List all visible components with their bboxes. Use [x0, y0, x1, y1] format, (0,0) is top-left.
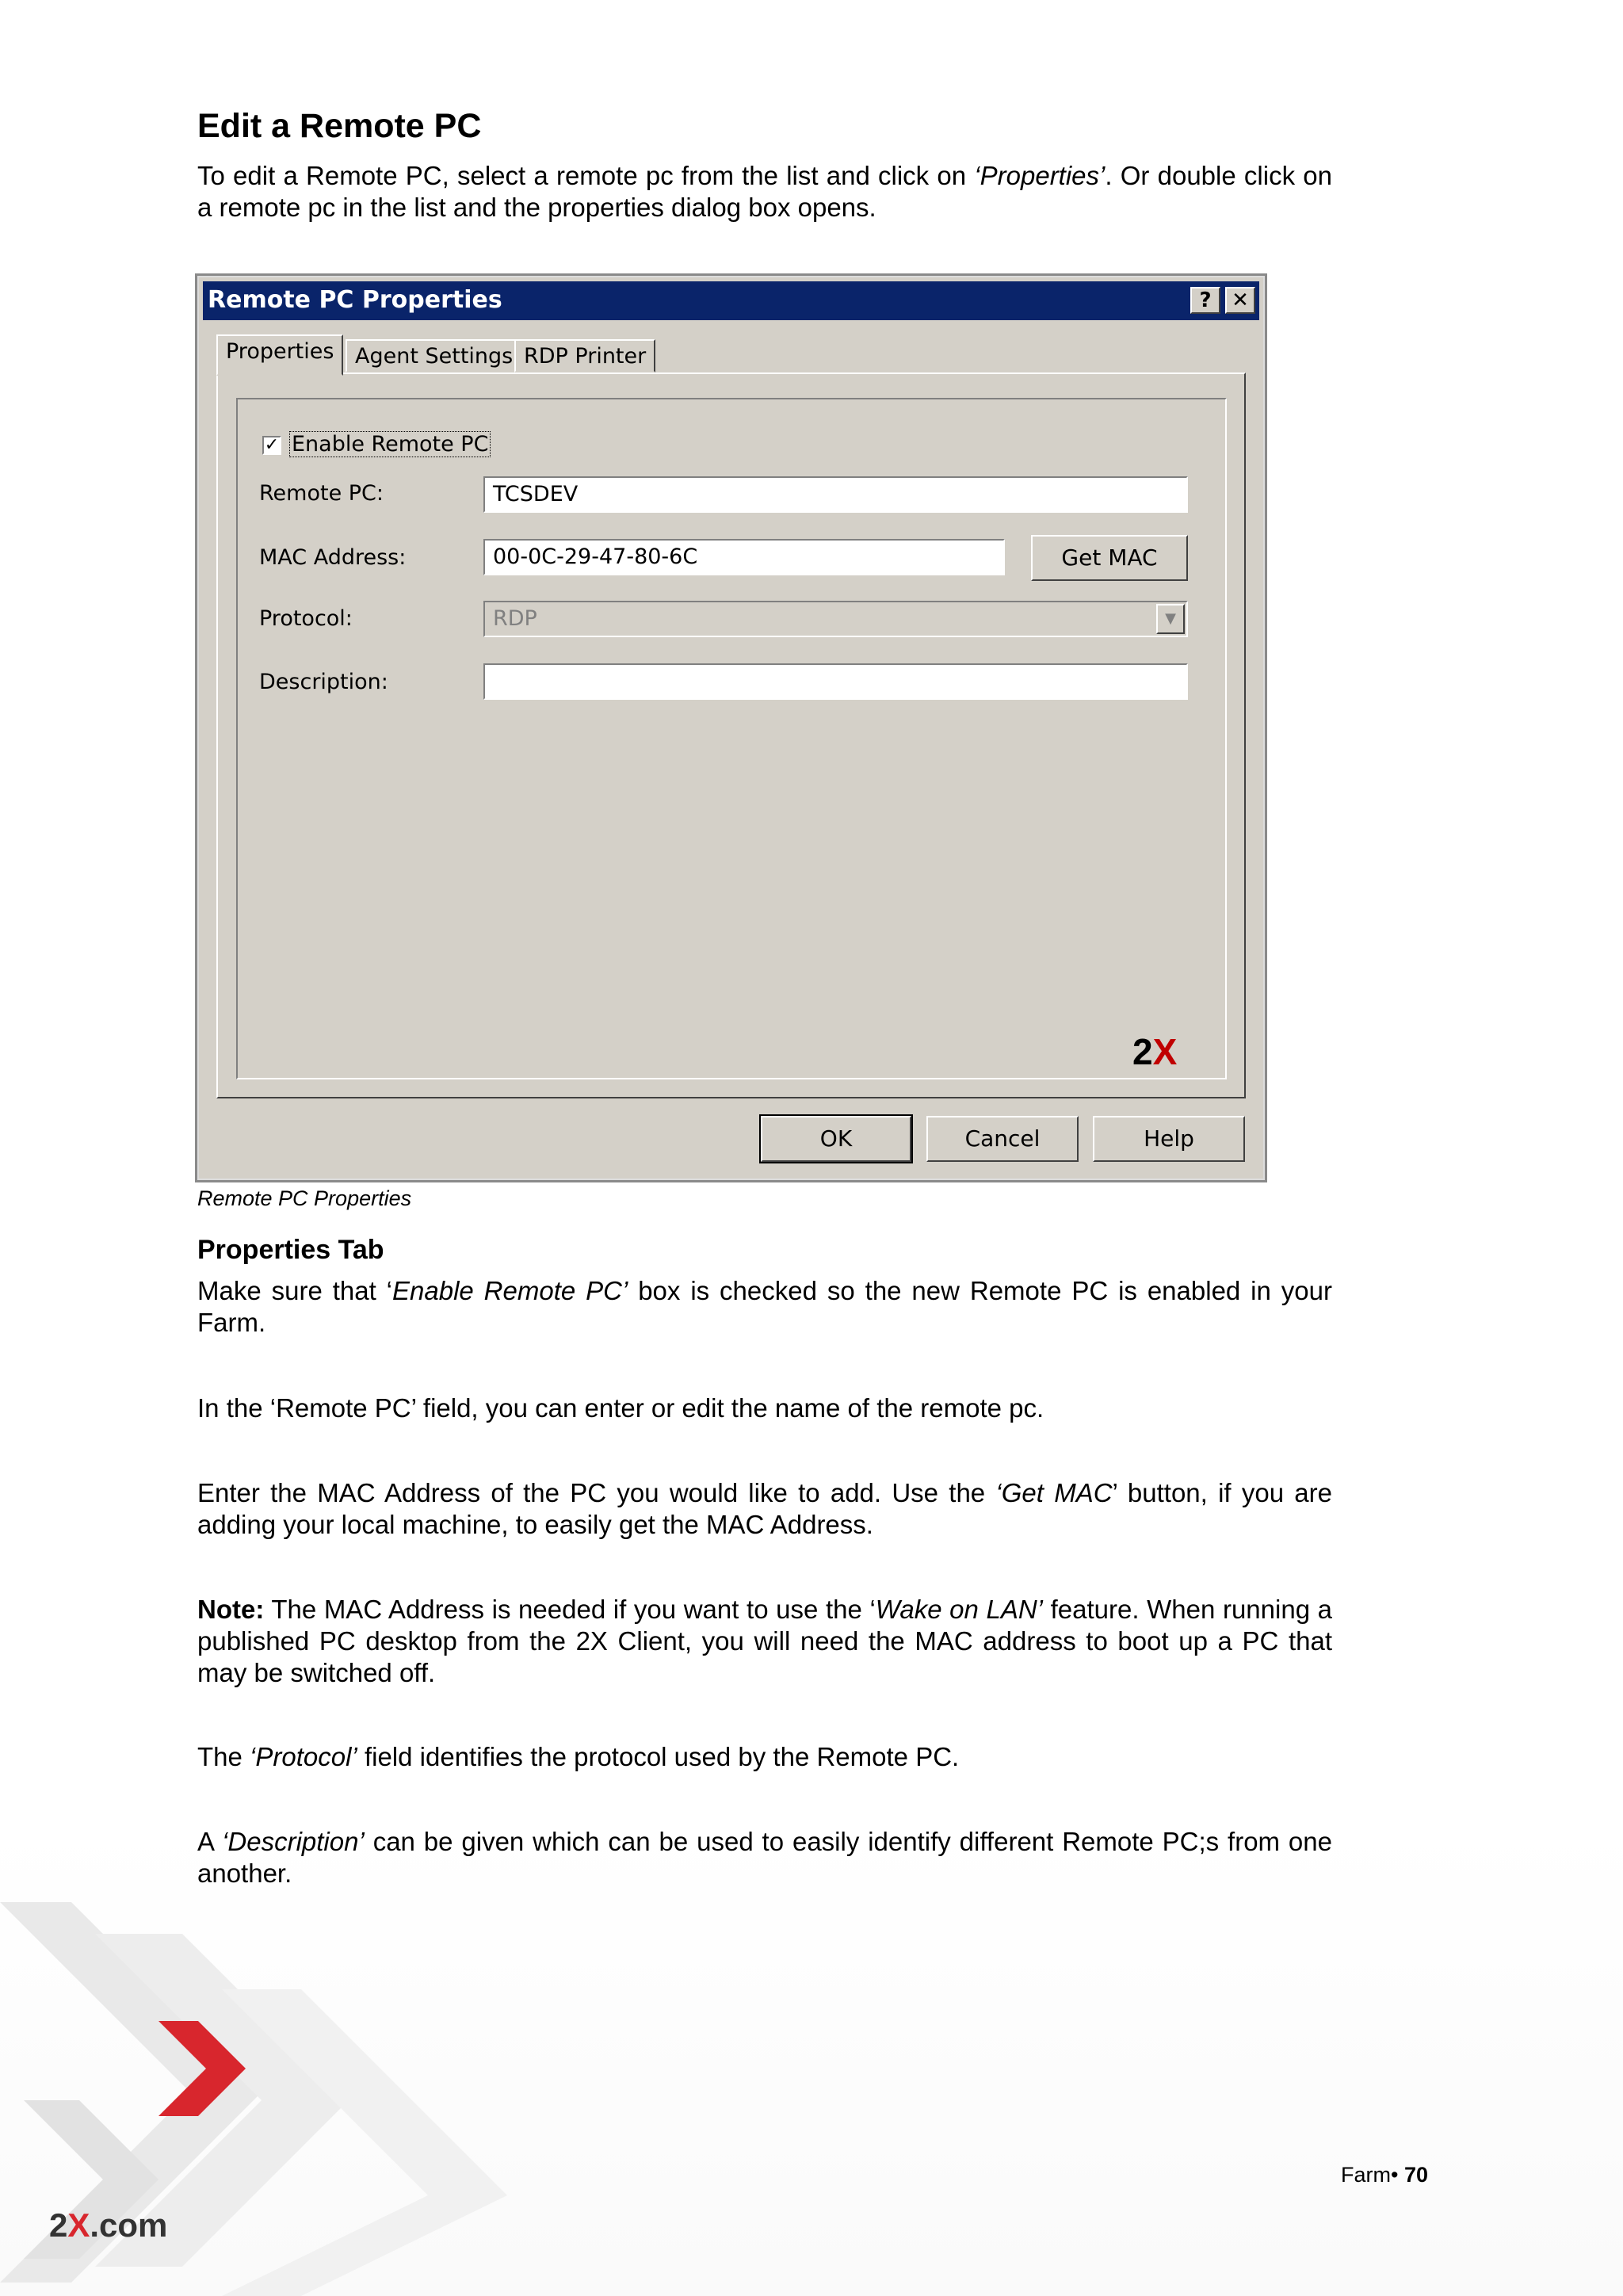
p6-text-a: A: [197, 1827, 223, 1856]
p1-text-a: Make sure that ‘: [197, 1276, 392, 1305]
p4-text-a: The MAC Address is needed if you want to use the ‘: [264, 1595, 876, 1624]
section-heading: Properties Tab: [197, 1235, 384, 1265]
enable-remote-pc-checkbox[interactable]: ✓: [262, 436, 281, 455]
remote-pc-label: Remote PC:: [259, 481, 384, 506]
enable-remote-pc-label: Enable Remote PC: [289, 431, 491, 457]
p6-emphasis: ‘Description’: [222, 1827, 365, 1856]
2x-com-logo: [49, 2206, 167, 2244]
paragraph-mac: [197, 1477, 1332, 1541]
remote-pc-properties-dialog: [197, 276, 1265, 1180]
p1-emphasis: Enable Remote PC’: [392, 1276, 628, 1305]
p1-text-b: box is checked so the new Remote PC is enabled in your Farm.: [197, 1276, 1332, 1337]
protocol-select[interactable]: [483, 601, 1188, 637]
figure-caption: Remote PC Properties: [197, 1186, 412, 1210]
p5-text-b: field identifies the protocol used by the Remote PC.: [357, 1742, 960, 1771]
dialog-titlebar: [203, 281, 1259, 320]
paragraph-enable: [197, 1275, 1332, 1339]
chevron-down-icon[interactable]: ▼: [1156, 604, 1185, 634]
remote-pc-field[interactable]: TCSDEV: [483, 476, 1188, 513]
tab-rdp-printer[interactable]: RDP Printer: [514, 339, 655, 372]
p5-emphasis: ‘Protocol’: [250, 1742, 357, 1771]
p3-text-a: Enter the MAC Address of the PC you would like to add. Use the: [197, 1478, 996, 1507]
cancel-button[interactable]: Cancel: [926, 1116, 1079, 1162]
logo-dotcom: .com: [90, 2206, 168, 2244]
p6-text-b: can be given which can be used to easily identify different Remote PC;s from one another.: [197, 1827, 1332, 1888]
2x-logo: [1132, 1030, 1177, 1073]
description-label: Description:: [259, 670, 388, 694]
tab-agent-settings[interactable]: Agent Settings: [346, 339, 522, 372]
brand-2: 2: [1132, 1031, 1153, 1072]
paragraph-note: [197, 1594, 1332, 1689]
p3-text-b: ’ button, if you are adding your local machine, to easily get the MAC Address.: [197, 1478, 1333, 1539]
page-footer: [1341, 2163, 1428, 2187]
note-label: Note:: [197, 1595, 265, 1624]
p4-emphasis: Wake on LAN’: [875, 1595, 1044, 1624]
help-icon[interactable]: ?: [1190, 287, 1220, 314]
dialog-title: Remote PC Properties: [208, 286, 502, 314]
paragraph-remote-pc: In the ‘Remote PC’ field, you can enter or edit the name of the remote pc.: [197, 1393, 1044, 1423]
help-button[interactable]: Help: [1093, 1116, 1245, 1162]
p4-text-b: feature. When running a published PC desktop from the 2X Client, you will need the MAC address to boot up a PC that may be switched off.: [197, 1595, 1333, 1687]
tab-properties[interactable]: Properties: [216, 334, 343, 376]
paragraph-protocol: [197, 1741, 1332, 1773]
ok-button[interactable]: OK: [761, 1116, 911, 1162]
footer-section: Farm•: [1341, 2163, 1404, 2187]
description-field[interactable]: [483, 663, 1188, 700]
p5-text-a: The: [197, 1742, 250, 1771]
intro-text-1: To edit a Remote PC, select a remote pc from the list and click on: [197, 161, 975, 190]
paragraph-description: [197, 1826, 1332, 1889]
enable-remote-pc-row[interactable]: [262, 432, 491, 457]
mac-address-field[interactable]: 00-0C-29-47-80-6C: [483, 539, 1005, 575]
logo-x: X: [67, 2206, 90, 2244]
protocol-label: Protocol:: [259, 606, 353, 631]
close-icon[interactable]: ✕: [1225, 287, 1255, 314]
mac-address-label: MAC Address:: [259, 545, 407, 570]
protocol-value: RDP: [493, 606, 537, 631]
p3-emphasis: ‘Get MAC: [995, 1478, 1113, 1507]
intro-text-2: . Or double click on a remote pc in the list and the properties dialog box opens.: [197, 161, 1332, 222]
page-number: 70: [1403, 2163, 1428, 2187]
intro-paragraph: [197, 160, 1332, 223]
logo-2: 2: [49, 2206, 68, 2244]
intro-emphasis: ‘Properties’: [974, 161, 1106, 190]
page-title: Edit a Remote PC: [197, 107, 482, 145]
get-mac-button[interactable]: Get MAC: [1031, 535, 1188, 581]
brand-x: X: [1152, 1031, 1178, 1072]
